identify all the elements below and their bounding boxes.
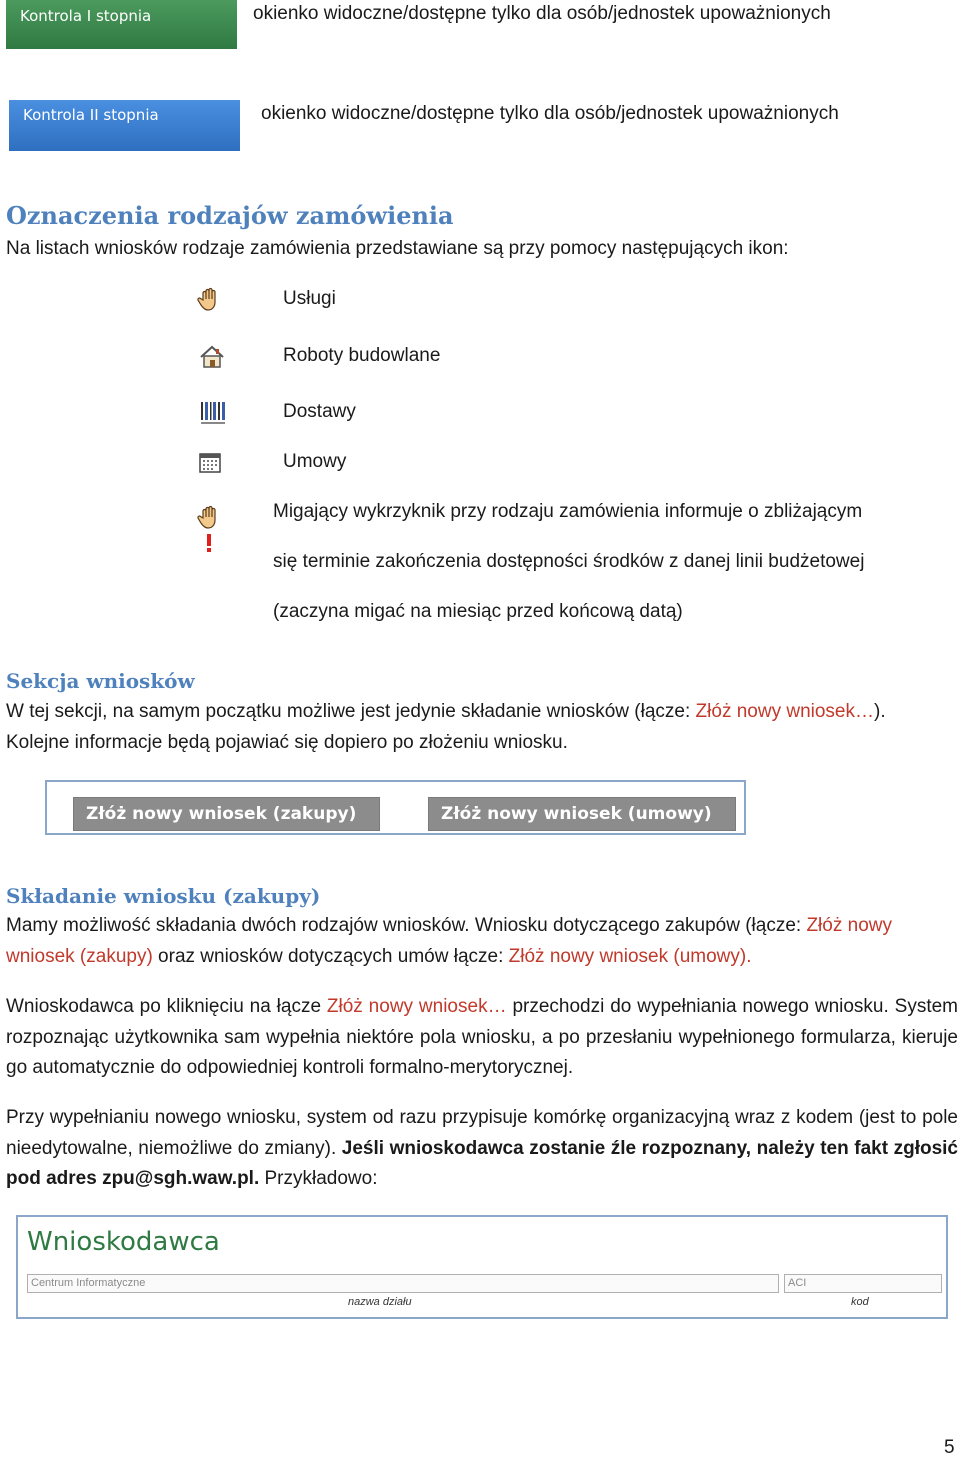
warning-line-2: się terminie zakończenia dostępności środków z danej linii budżetowej [273,551,865,572]
oznaczenia-intro: Na listach wniosków rodzaje zamówienia przedstawiane są przy pomocy następujących ikon: [6,238,789,259]
oznaczenia-heading: Oznaczenia rodzajów zamówienia [6,201,454,230]
skladanie-p1-b: oraz wniosków dotyczących umów łącze: [152,945,509,967]
page-number: 5 [944,1437,955,1458]
roboty-label: Roboty budowlane [283,345,441,366]
skladanie-p3 [6,1103,958,1195]
hand-icon [196,286,224,314]
dostawy-label: Dostawy [283,401,356,422]
code-caption: kod [851,1296,869,1308]
link-zloz-nowy[interactable]: Złóż nowy wniosek… [326,996,507,1017]
house-icon [198,343,226,371]
wnioskodawca-title: Wnioskodawca [27,1227,220,1257]
warning-line-1: Migający wykrzyknik przy rodzaju zamówienia informuje o zbliżającym [273,501,863,522]
kontrola-1-tab[interactable] [6,0,237,49]
kontrola-1-label: Kontrola I stopnia [20,7,152,25]
skladanie-p3-c: Przykładowo: [259,1168,378,1189]
link-umowy[interactable]: Złóż nowy wniosek (umowy). [508,945,752,967]
wnioskodawca-panel [16,1215,948,1319]
zloz-zakupy-button[interactable]: Złóż nowy wniosek (zakupy) [73,797,380,831]
sekcja-heading: Sekcja wniosków [6,669,195,693]
kontrola-2-note: okienko widoczne/dostępne tylko dla osób/jednostek upoważnionych [261,103,839,124]
skladanie-p3-bold: Jeśli wnioskodawca zostanie źle rozpoznany, należy ten fakt zgłosić pod adres zpu@sgh.waw.pl. [6,1137,958,1189]
code-field: ACI [784,1274,942,1293]
kontrola-1-note: okienko widoczne/dostępne tylko dla osób/jednostek upoważnionych [253,3,831,24]
skladanie-p3-a: Przy wypełnianiu nowego wniosku, system od razu przypisuje komórkę organizacyjną wraz z kodem (jest to pole nieedytowalne, niemożliwe do zmiany). [6,1107,958,1159]
hand-warning-icon [196,504,224,556]
zloz-umowy-button[interactable]: Złóż nowy wniosek (umowy) [428,797,736,831]
department-field: Centrum Informatyczne [27,1274,779,1293]
sekcja-p1-end: ). [874,701,886,722]
kontrola-2-tab[interactable] [9,100,240,151]
skladanie-p2 [6,992,958,1084]
skladanie-p1 [6,911,958,972]
warning-line-3: (zaczyna migać na miesiąc przed końcową datą) [273,601,683,622]
barcode-icon [198,399,226,427]
sekcja-p1-text: W tej sekcji, na samym początku możliwe jest jedynie składanie wniosków (łącze: [6,701,696,722]
zloz-nowy-link[interactable]: Złóż nowy wniosek… [695,701,874,722]
skladanie-p2-b: przechodzi do wypełniania nowego wniosku. System rozpoznając użytkownika sam wypełnia niektóre pola wniosku, a po przesłaniu wypełnionego formularza, kieruje go automatycznie do odpowiedniej kontroli formalno-merytorycznej. [6,996,958,1078]
sekcja-paragraph [6,697,958,758]
skladanie-heading: Składanie wniosku (zakupy) [6,884,321,908]
sekcja-p2-text: Kolejne informacje będą pojawiać się dopiero po złożeniu wniosku. [6,731,568,753]
link-zakupy[interactable]: Złóż nowy wniosek (zakupy) [6,915,892,967]
kontrola-2-label: Kontrola II stopnia [23,106,159,124]
uslugi-label: Usługi [283,288,336,309]
skladanie-p2-a: Wnioskodawca po kliknięciu na łącze [6,996,327,1017]
skladanie-p1-a: Mamy możliwość składania dwóch rodzajów wniosków. Wniosku dotyczącego zakupów (łącze: [6,915,807,936]
department-caption: nazwa działu [348,1296,412,1308]
umowy-label: Umowy [283,451,347,472]
calendar-icon [198,451,226,479]
